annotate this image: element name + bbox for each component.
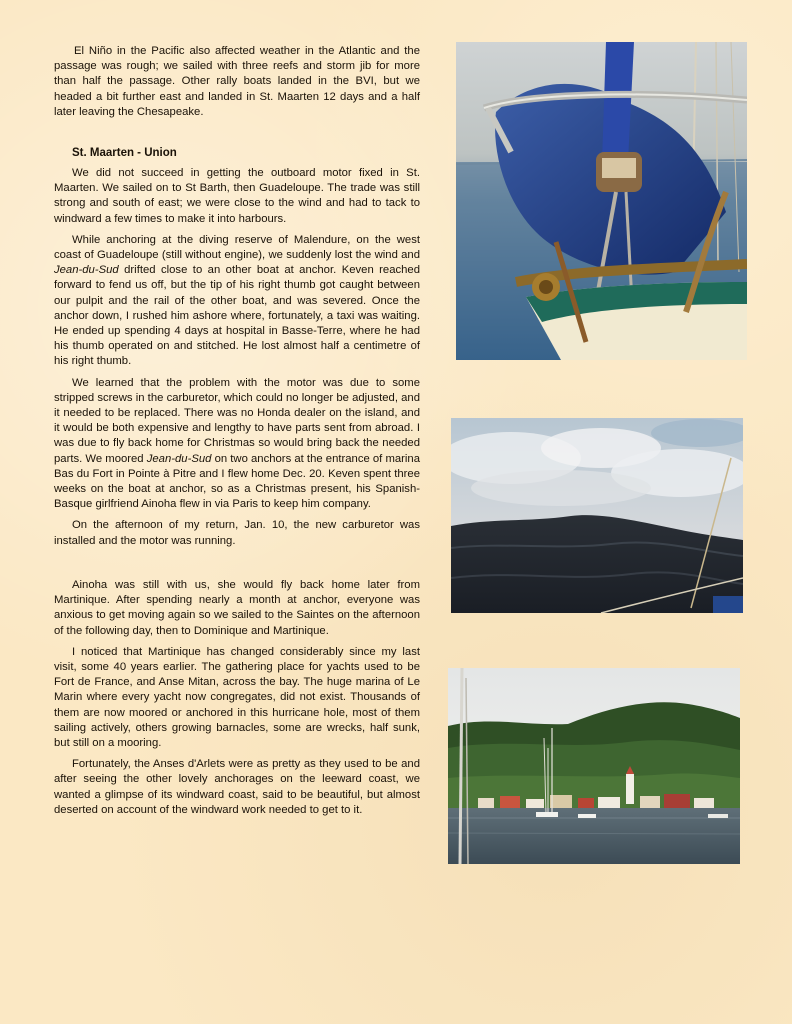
- section-spacer: [54, 555, 420, 578]
- article-column: [54, 44, 420, 824]
- boat-name: Jean-du-Sud: [146, 452, 212, 465]
- paragraph-anses-darlets: Fortunately, the Anses d'Arlets were as pretty as they used to be and after seeing the other lovely anchorages on the leeward coast, we wanted a glimpse of its windward coast, said to be beautiful, but almost deserted on account of the windward work needed to get to it.: [54, 758, 420, 816]
- photo-rough-sea: [451, 418, 743, 613]
- rough-sea-illustration: [451, 418, 743, 613]
- section-heading: St. Maarten - Union: [72, 147, 177, 160]
- photo-harbour-town: [448, 668, 740, 864]
- text-run: We learned that the problem with the motor was due to some stripped screws in the carburetor, which could no longer be adjusted, and it needed to be replaced. There was no Honda dealer on the island, and it would be both expensive and lengthy to have parts sent from abroad. I was due to fly back home for Christmas so would bring back the needed parts. We moored: [54, 376, 420, 465]
- paragraph-ainoha: Ainoha was still with us, she would fly back home later from Martinique. After spending nearly a month at anchor, everyone was anxious to get moving again so we sailed to the Saintes on the afternoon of the following day, then to Dominique and Martinique.: [54, 578, 420, 637]
- paragraph-el-nino: El Niño in the Pacific also affected weather in the Atlantic and the passage was rough; we sailed with three reefs and storm jib for more than half the passage. Other rally boats landed in the BVI, but we headed a bit further east and landed in St. Maarten 12 days and a half later leaving the Chesapeake.: [54, 45, 420, 118]
- text-run: on two anchors at the entrance of marina Bas du Fort in Pointe à Pitre and I flew home Dec. 20. Keven spent three weeks on the boat at anchor, so as a Christmas present, his Spanish-Basque girlfriend Ainoha flew in via Paris to keep him company.: [54, 452, 420, 511]
- paragraph-outboard-motor: We did not succeed in getting the outboard motor fixed in St. Maarten. We sailed on to St Barth, then Guadeloupe. The trade was still strong and south of east; we were close to the wind and had to tack to windward a few times to make it into harbours.: [54, 167, 420, 225]
- photo-bow-pulpit: [456, 42, 747, 360]
- harbour-town-illustration: [448, 668, 740, 864]
- text-run: While anchoring at the diving reserve of Malendure, on the west coast of Guadeloupe (still without engine), we suddenly lost the wind and: [54, 233, 420, 262]
- paragraph-martinique: I noticed that Martinique has changed considerably since my last visit, some 40 years earlier. The gathering place for yachts used to be Fort de France, and Anse Mitan, across the bay. The huge marina of Le Marin where every yacht now congregates, did not exist. Thousands of them are now moored or anchored in this hurricane hole, most of them sailing actively, others growing barnacles, some are wrecks, half sunk, but still on a mooring.: [54, 645, 420, 749]
- text-run: drifted close to an other boat at anchor. Keven reached forward to fend us off, but the tip of his right thumb got caught between our pulpit and the rail of the other boat, and was severed. Once the anchor down, I rushed him ashore where, fortunately, a taxi was waiting. He ended up spending 4 days at hospital in Basse-Terre, where he had his thumb operated on and stitched. He lost almost half a centimetre of his right thumb.: [54, 264, 420, 368]
- bow-pulpit-illustration: [456, 42, 747, 360]
- boat-name: Jean-du-Sud: [54, 264, 119, 277]
- paragraph-return: On the afternoon of my return, Jan. 10, the new carburetor was installed and the motor was running.: [54, 519, 420, 547]
- paragraph-malendure: [54, 233, 420, 370]
- paragraph-carburetor: [54, 376, 420, 513]
